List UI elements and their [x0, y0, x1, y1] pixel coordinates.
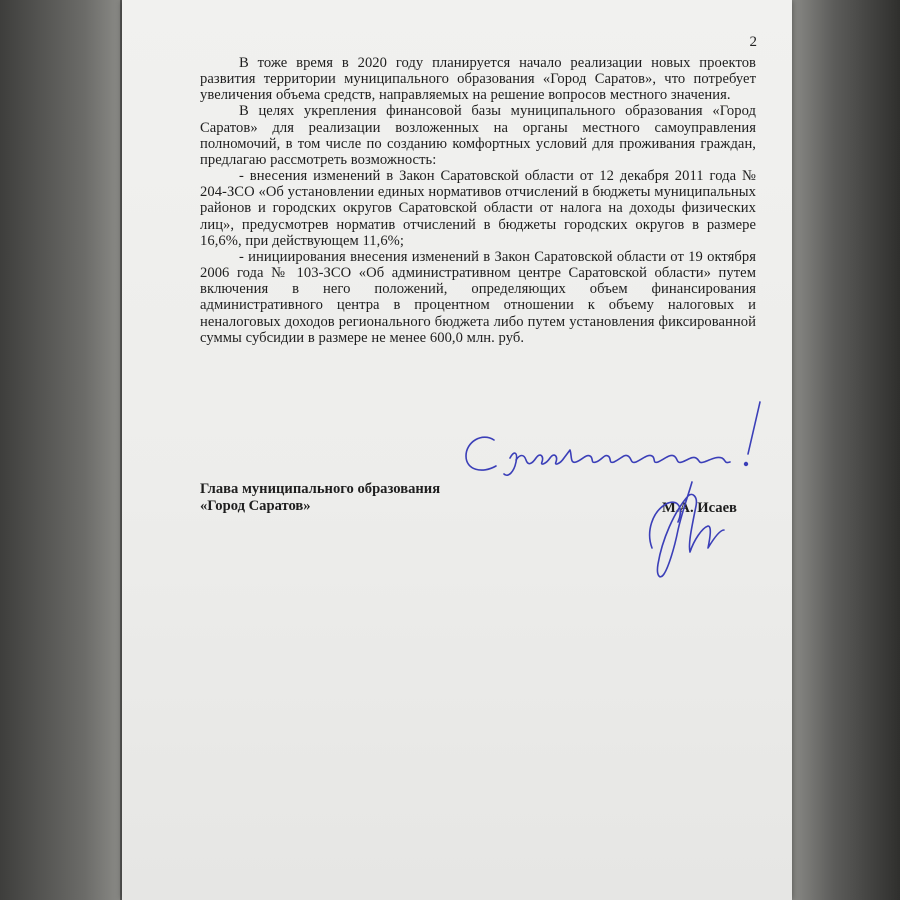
background-right: [790, 0, 900, 900]
handwriting-exclamation-dot: [745, 463, 748, 466]
background-left: [0, 0, 120, 900]
paragraph-law-103-zso: - инициирования внесения изменений в Закон Саратовской области от 19 октября 2006 года № 103-ЗСО «Об административном центре Саратовской области» путем включения в него положений, определяющих объем финансирования административного центра в процентном отношении к объему налоговых и неналоговых доходов регионального бюджета либо путем установления фиксированной суммы субсидии в размере не менее 600,0 млн. руб.: [200, 248, 756, 346]
signature-flourish: [657, 482, 724, 577]
document-page: [122, 0, 792, 900]
signatory-title-line2: «Город Саратов»: [200, 498, 311, 514]
page-number: 2: [749, 34, 757, 50]
signatory-title-line1: Глава муниципального образования: [200, 481, 441, 497]
signatory-name: М.А. Исаев: [662, 500, 737, 516]
paragraph-law-204-zso: - внесения изменений в Закон Саратовской области от 12 декабря 2011 года № 204-ЗСО «Об установлении единых нормативов отчислений в бюджеты муниципальных районов и городских округов Саратовской области от налога на доходы физических лиц», предусмотрев норматив отчислений в бюджеты городских округов в размере 16,6%, при действующем 11,6%;: [200, 168, 756, 249]
handwriting-exclamation: [748, 402, 760, 454]
paragraph-financial-base: В целях укрепления финансовой базы муниципального образования «Город Саратов» для реализации возложенных на органы местного самоуправления полномочий, в том числе по созданию комфортных условий для проживания граждан, предлагаю рассмотреть возможность:: [200, 103, 756, 168]
paragraph-plans-2020: В тоже время в 2020 году планируется начало реализации новых проектов развития территории муниципального образования «Город Саратов», что потребует увеличения объема средств, направляемых на решение вопросов местного значения.: [200, 55, 756, 104]
handwriting-letter-s: [466, 437, 496, 470]
handwritten-signature: [452, 400, 782, 600]
letter-body: [200, 55, 756, 346]
handwriting-word-uvazheniem: [504, 450, 730, 475]
